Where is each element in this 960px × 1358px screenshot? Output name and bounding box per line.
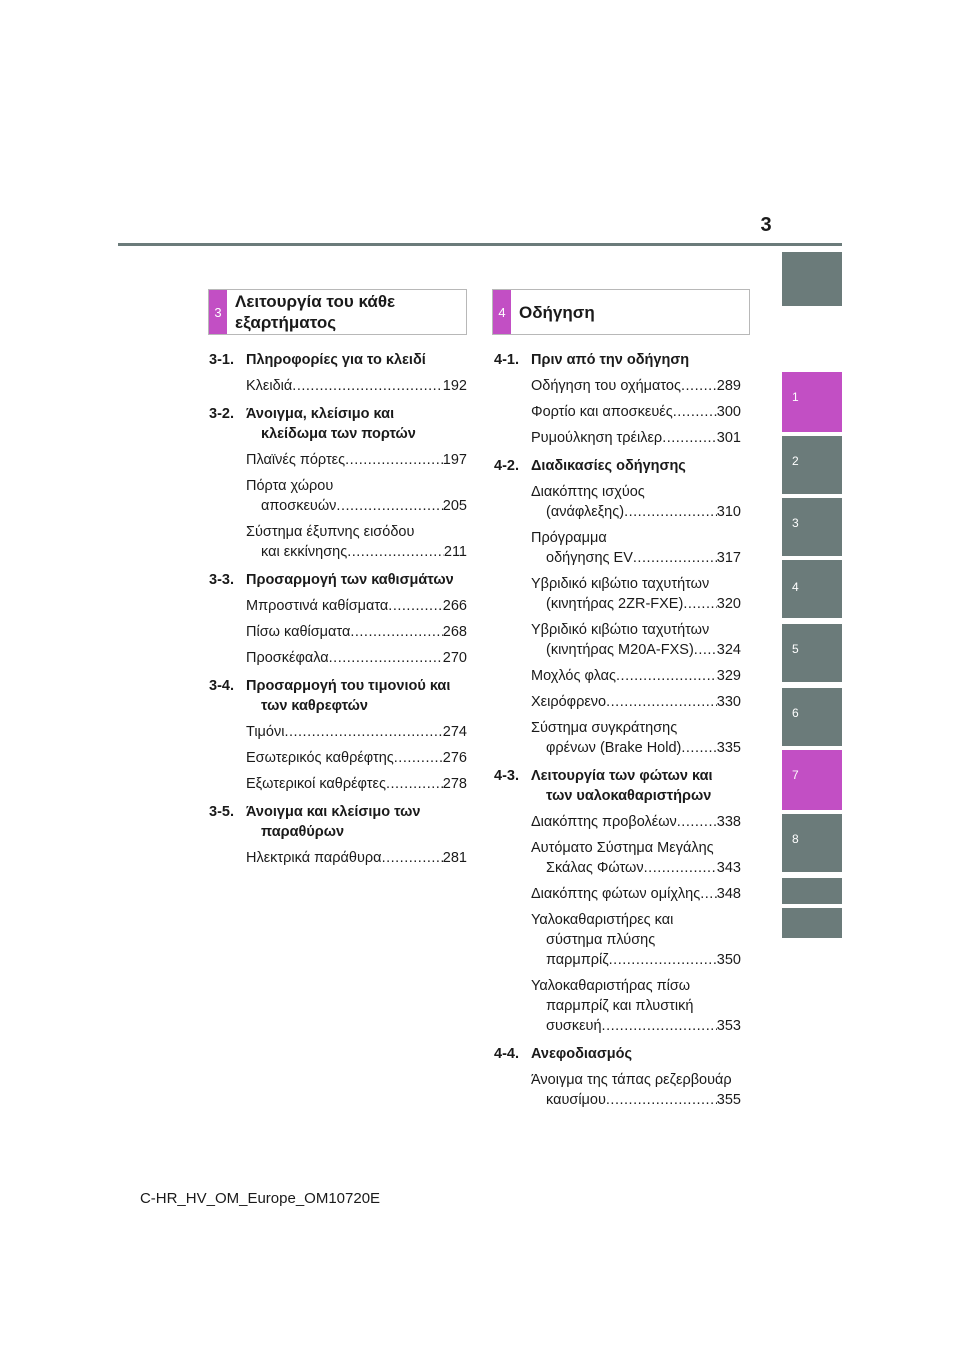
toc-entry-label: Σκάλας Φώτων bbox=[546, 860, 644, 876]
toc-entry-final-line bbox=[531, 738, 741, 758]
toc-section-title[interactable] bbox=[209, 404, 467, 444]
toc-dot-leader bbox=[681, 376, 717, 396]
toc-entry-line: Διακόπτης ισχύος bbox=[531, 484, 645, 500]
toc-page-number: 338 bbox=[716, 814, 741, 830]
chapter-title-line: εξαρτήματος bbox=[235, 313, 337, 332]
side-tab-2[interactable] bbox=[782, 436, 842, 494]
toc-section-number: 3-5. bbox=[209, 804, 234, 820]
toc-section-text bbox=[246, 802, 467, 842]
toc-entry-label: Διακόπτης φώτων ομίχλης bbox=[531, 886, 701, 902]
header-rule bbox=[118, 243, 842, 246]
toc-page-number: 211 bbox=[443, 544, 467, 560]
toc-entry-label: παρμπρίζ bbox=[546, 952, 609, 968]
toc-entry-final-line bbox=[531, 594, 741, 614]
toc-page-number: 329 bbox=[716, 668, 741, 684]
toc-entry-final-line bbox=[531, 884, 741, 904]
toc-section-title-line: Άνοιγμα, κλείσιμο και bbox=[246, 406, 395, 422]
toc-entry-final-line bbox=[246, 542, 467, 562]
toc-entry[interactable] bbox=[531, 376, 741, 396]
toc-page-number: 281 bbox=[442, 850, 467, 866]
toc-section-text bbox=[246, 676, 467, 716]
toc-entry[interactable] bbox=[531, 1070, 741, 1110]
toc-page-number: 335 bbox=[716, 740, 741, 756]
toc-left-column bbox=[209, 350, 467, 876]
toc-section-title-line: των καθρεφτών bbox=[261, 698, 368, 714]
toc-entry-final-line bbox=[531, 640, 741, 660]
toc-entry-label: Προσκέφαλα bbox=[246, 650, 329, 666]
toc-section-title-line: Προσαρμογή των καθισμάτων bbox=[246, 572, 454, 588]
toc-section-text bbox=[246, 350, 467, 370]
toc-entry-final-line bbox=[531, 666, 741, 686]
toc-page-number: 300 bbox=[716, 404, 741, 420]
toc-entry-line: παρμπρίζ και πλυστική bbox=[546, 998, 694, 1014]
toc-dot-leader bbox=[606, 692, 717, 712]
toc-entry[interactable] bbox=[246, 748, 467, 768]
side-tab-label: 8 bbox=[792, 832, 799, 846]
side-tab-label: 1 bbox=[792, 390, 799, 404]
toc-dot-leader bbox=[292, 376, 443, 396]
toc-entry[interactable] bbox=[246, 848, 467, 868]
toc-entry-final-line bbox=[531, 548, 741, 568]
chapter-title bbox=[235, 290, 460, 334]
toc-entry-final-line bbox=[246, 722, 467, 742]
toc-entry-label: Μοχλός φλας bbox=[531, 668, 617, 684]
toc-entry[interactable] bbox=[246, 596, 467, 616]
toc-entry-final-line bbox=[531, 858, 741, 878]
toc-dot-leader bbox=[662, 428, 717, 448]
side-tab-3[interactable] bbox=[782, 498, 842, 556]
toc-section bbox=[209, 570, 467, 668]
toc-page-number: 350 bbox=[716, 952, 741, 968]
toc-entry-line: Υβριδικό κιβώτιο ταχυτήτων bbox=[531, 576, 710, 592]
toc-entry-label: Εσωτερικός καθρέφτης bbox=[246, 750, 394, 766]
toc-section bbox=[494, 1044, 741, 1110]
toc-dot-leader bbox=[700, 884, 717, 904]
toc-section-text bbox=[246, 570, 467, 590]
toc-dot-leader bbox=[624, 502, 717, 522]
toc-section-title-line: Διαδικασίες οδήγησης bbox=[531, 458, 686, 474]
toc-section-number: 4-4. bbox=[494, 1046, 519, 1062]
side-tab-label: 2 bbox=[792, 454, 799, 468]
side-tab-label: 7 bbox=[792, 768, 799, 782]
toc-page-number: 266 bbox=[442, 598, 467, 614]
toc-entry-label: συσκευή bbox=[546, 1018, 602, 1034]
toc-dot-leader bbox=[394, 748, 443, 768]
toc-dot-leader bbox=[683, 594, 716, 614]
toc-entry[interactable] bbox=[246, 376, 467, 396]
toc-entry[interactable] bbox=[246, 476, 467, 516]
toc-entry-label: Ρυμούλκηση τρέιλερ bbox=[531, 430, 663, 446]
toc-entry-final-line bbox=[246, 596, 467, 616]
toc-entry-final-line bbox=[531, 692, 741, 712]
side-tab-7[interactable] bbox=[782, 750, 842, 810]
toc-entry[interactable] bbox=[246, 648, 467, 668]
toc-section-text bbox=[531, 766, 741, 806]
toc-entry-label: (κινητήρας M20A-FXS) bbox=[546, 642, 694, 658]
toc-dot-leader bbox=[350, 622, 442, 642]
toc-entry-final-line bbox=[531, 502, 741, 522]
toc-entry-label: (κινητήρας 2ZR-FXE) bbox=[546, 596, 684, 612]
toc-entry-label: αποσκευών bbox=[261, 498, 337, 514]
side-tab-blank-top bbox=[782, 252, 842, 306]
toc-dot-leader bbox=[673, 402, 717, 422]
toc-entry-final-line bbox=[246, 774, 467, 794]
toc-page-number: 310 bbox=[716, 504, 741, 520]
toc-entry-line: Πρόγραμμα bbox=[531, 530, 607, 546]
toc-dot-leader bbox=[602, 1016, 717, 1036]
toc-section-number: 3-1. bbox=[209, 352, 234, 368]
toc-dot-leader bbox=[336, 496, 442, 516]
toc-dot-leader bbox=[694, 640, 717, 660]
toc-entry-label: Τιμόνι bbox=[246, 724, 285, 740]
toc-page-number: 289 bbox=[716, 378, 741, 394]
side-tab-label: 6 bbox=[792, 706, 799, 720]
side-tab-5[interactable] bbox=[782, 624, 842, 682]
toc-section-title-line: Λειτουργία των φώτων και bbox=[531, 768, 713, 784]
toc-entry[interactable] bbox=[246, 774, 467, 794]
toc-dot-leader bbox=[388, 596, 443, 616]
toc-section-text bbox=[531, 350, 741, 370]
toc-entry[interactable] bbox=[531, 718, 741, 758]
toc-entry-label: φρένων (Brake Hold) bbox=[546, 740, 682, 756]
toc-entry[interactable] bbox=[531, 976, 741, 1036]
toc-entry[interactable] bbox=[531, 428, 741, 448]
toc-page-number: 355 bbox=[716, 1092, 741, 1108]
toc-dot-leader bbox=[633, 548, 717, 568]
toc-section bbox=[494, 456, 741, 758]
toc-entry-label: Κλειδιά bbox=[246, 378, 293, 394]
toc-section-title-line: Ανεφοδιασμός bbox=[531, 1046, 633, 1062]
toc-entry-label: Πλαϊνές πόρτες bbox=[246, 452, 346, 468]
toc-page-number: 205 bbox=[442, 498, 467, 514]
toc-page-number: 343 bbox=[716, 860, 741, 876]
toc-section-number: 3-2. bbox=[209, 406, 234, 422]
toc-dot-leader bbox=[616, 666, 717, 686]
toc-entry-label: Χειρόφρενο bbox=[531, 694, 607, 710]
side-tab-label: 4 bbox=[792, 580, 799, 594]
toc-section-title[interactable] bbox=[209, 570, 467, 590]
toc-page-number: 278 bbox=[442, 776, 467, 792]
toc-section bbox=[209, 404, 467, 562]
toc-entry-final-line bbox=[246, 496, 467, 516]
toc-page-number: 192 bbox=[442, 378, 467, 394]
toc-entry-line: Υαλοκαθαριστήρες και bbox=[531, 912, 674, 928]
toc-entry-label: καυσίμου bbox=[546, 1092, 606, 1108]
toc-section-title-line: Πληροφορίες για το κλειδί bbox=[246, 352, 426, 368]
toc-entry-final-line bbox=[531, 950, 741, 970]
toc-entry[interactable] bbox=[246, 522, 467, 562]
toc-page-number: 353 bbox=[716, 1018, 741, 1034]
toc-entry-final-line bbox=[246, 622, 467, 642]
toc-entry-label: Φορτίο και αποσκευές bbox=[531, 404, 673, 420]
side-tab-blank-bottom-2 bbox=[782, 908, 842, 938]
toc-entry-label: (ανάφλεξης) bbox=[546, 504, 625, 520]
toc-entry[interactable] bbox=[246, 450, 467, 470]
side-tab-8[interactable] bbox=[782, 814, 842, 872]
side-tab-label: 5 bbox=[792, 642, 799, 656]
toc-page-number: 270 bbox=[442, 650, 467, 666]
toc-entry-final-line bbox=[246, 748, 467, 768]
toc-dot-leader bbox=[329, 648, 443, 668]
toc-section-number: 4-2. bbox=[494, 458, 519, 474]
side-tab-label: 3 bbox=[792, 516, 799, 530]
toc-section bbox=[494, 350, 741, 448]
toc-entry-label: οδήγησης EV bbox=[546, 550, 633, 566]
side-tab-4[interactable] bbox=[782, 560, 842, 618]
toc-entry[interactable] bbox=[531, 528, 741, 568]
toc-entry-final-line bbox=[246, 376, 467, 396]
toc-entry-label: Εξωτερικοί καθρέφτες bbox=[246, 776, 386, 792]
toc-dot-leader bbox=[284, 722, 442, 742]
toc-section-title-line: Άνοιγμα και κλείσιμο των bbox=[246, 804, 421, 820]
toc-dot-leader bbox=[347, 542, 444, 562]
toc-entry-final-line bbox=[531, 402, 741, 422]
toc-entry-line: Σύστημα έξυπνης εισόδου bbox=[246, 524, 415, 540]
toc-entry-label: Διακόπτης προβολέων bbox=[531, 814, 677, 830]
toc-entry-final-line bbox=[531, 376, 741, 396]
toc-entry-line: Αυτόματο Σύστημα Μεγάλης bbox=[531, 840, 714, 856]
toc-page-number: 320 bbox=[716, 596, 741, 612]
toc-section bbox=[209, 350, 467, 396]
toc-entry[interactable] bbox=[531, 838, 741, 878]
toc-entry-final-line bbox=[531, 1090, 741, 1110]
toc-page-number: 324 bbox=[716, 642, 741, 658]
toc-page-number: 317 bbox=[716, 550, 741, 566]
toc-entry-final-line bbox=[246, 848, 467, 868]
toc-section-title[interactable] bbox=[494, 766, 741, 806]
toc-section-text bbox=[531, 456, 741, 476]
toc-entry-final-line bbox=[246, 648, 467, 668]
toc-section-title-line: Προσαρμογή του τιμονιού και bbox=[246, 678, 451, 694]
toc-entry-line: Υβριδικό κιβώτιο ταχυτήτων bbox=[531, 622, 710, 638]
toc-dot-leader bbox=[681, 738, 716, 758]
chapter-number: 3 bbox=[209, 290, 227, 334]
toc-entry[interactable] bbox=[246, 622, 467, 642]
toc-section-title[interactable] bbox=[209, 676, 467, 716]
toc-entry-label: Οδήγηση του οχήματος bbox=[531, 378, 681, 394]
toc-dot-leader bbox=[677, 812, 717, 832]
toc-entry[interactable] bbox=[531, 482, 741, 522]
toc-entry[interactable] bbox=[531, 812, 741, 832]
toc-section-title-line: Πριν από την οδήγηση bbox=[531, 352, 690, 368]
toc-dot-leader bbox=[609, 950, 717, 970]
toc-section bbox=[494, 766, 741, 1036]
toc-entry-line: Άνοιγμα της τάπας ρεζερβουάρ bbox=[531, 1072, 732, 1088]
toc-section-text bbox=[246, 404, 467, 444]
toc-section-title[interactable] bbox=[494, 350, 741, 370]
toc-entry-final-line bbox=[531, 812, 741, 832]
toc-entry[interactable] bbox=[531, 666, 741, 686]
toc-entry-line: Σύστημα συγκράτησης bbox=[531, 720, 678, 736]
toc-entry[interactable] bbox=[246, 722, 467, 742]
side-tab-6[interactable] bbox=[782, 688, 842, 746]
toc-page-number: 348 bbox=[716, 886, 741, 902]
toc-right-column bbox=[494, 350, 741, 1118]
toc-entry-final-line bbox=[246, 450, 467, 470]
toc-section-title[interactable] bbox=[494, 1044, 741, 1064]
toc-section-number: 3-4. bbox=[209, 678, 234, 694]
toc-page-number: 268 bbox=[442, 624, 467, 640]
chapter-title: Οδήγηση bbox=[519, 302, 595, 322]
toc-dot-leader bbox=[382, 848, 443, 868]
toc-section-title[interactable] bbox=[494, 456, 741, 476]
toc-section-title[interactable] bbox=[209, 350, 467, 370]
toc-page-number: 301 bbox=[716, 430, 741, 446]
toc-entry[interactable] bbox=[531, 574, 741, 614]
toc-section-title-line: κλείδωμα των πορτών bbox=[261, 426, 416, 442]
chapter-header-right bbox=[492, 289, 750, 335]
toc-entry-label: Πίσω καθίσματα bbox=[246, 624, 351, 640]
toc-dot-leader bbox=[606, 1090, 717, 1110]
document-code: C-HR_HV_OM_Europe_OM10720E bbox=[139, 1190, 381, 1207]
toc-entry-final-line bbox=[531, 1016, 741, 1036]
toc-dot-leader bbox=[644, 858, 717, 878]
toc-section-number: 4-3. bbox=[494, 768, 519, 784]
toc-entry-label: και εκκίνησης bbox=[261, 544, 348, 560]
toc-entry[interactable] bbox=[531, 884, 741, 904]
toc-section-title-line: παραθύρων bbox=[261, 824, 345, 840]
toc-section bbox=[209, 676, 467, 794]
chapter-header-left bbox=[208, 289, 467, 335]
toc-entry-label: Μπροστινά καθίσματα bbox=[246, 598, 389, 614]
toc-entry[interactable] bbox=[531, 910, 741, 970]
toc-section-title[interactable] bbox=[209, 802, 467, 842]
chapter-number: 4 bbox=[493, 290, 511, 334]
toc-entry-label: Ηλεκτρικά παράθυρα bbox=[246, 850, 382, 866]
chapter-title-line: Λειτουργία του κάθε bbox=[235, 292, 396, 311]
toc-page-number: 197 bbox=[442, 452, 467, 468]
toc-entry-line: Πόρτα χώρου bbox=[246, 478, 334, 494]
side-tab-1[interactable] bbox=[782, 372, 842, 432]
toc-dot-leader bbox=[345, 450, 443, 470]
toc-section-text bbox=[531, 1044, 741, 1064]
toc-section-number: 3-3. bbox=[209, 572, 234, 588]
toc-page-number: 330 bbox=[716, 694, 741, 710]
toc-page-number: 276 bbox=[442, 750, 467, 766]
toc-entry[interactable] bbox=[531, 620, 741, 660]
toc-entry-line: σύστημα πλύσης bbox=[546, 932, 656, 948]
toc-entry[interactable] bbox=[531, 692, 741, 712]
side-tab-blank-bottom-1 bbox=[782, 878, 842, 904]
toc-entry-final-line bbox=[531, 428, 741, 448]
toc-page-number: 274 bbox=[442, 724, 467, 740]
toc-entry-line: Υαλοκαθαριστήρας πίσω bbox=[531, 978, 691, 994]
toc-section-title-line: των υαλοκαθαριστήρων bbox=[546, 788, 712, 804]
toc-entry[interactable] bbox=[531, 402, 741, 422]
toc-section-number: 4-1. bbox=[494, 352, 519, 368]
toc-dot-leader bbox=[386, 774, 443, 794]
page-number: 3 bbox=[760, 214, 772, 236]
toc-section bbox=[209, 802, 467, 868]
